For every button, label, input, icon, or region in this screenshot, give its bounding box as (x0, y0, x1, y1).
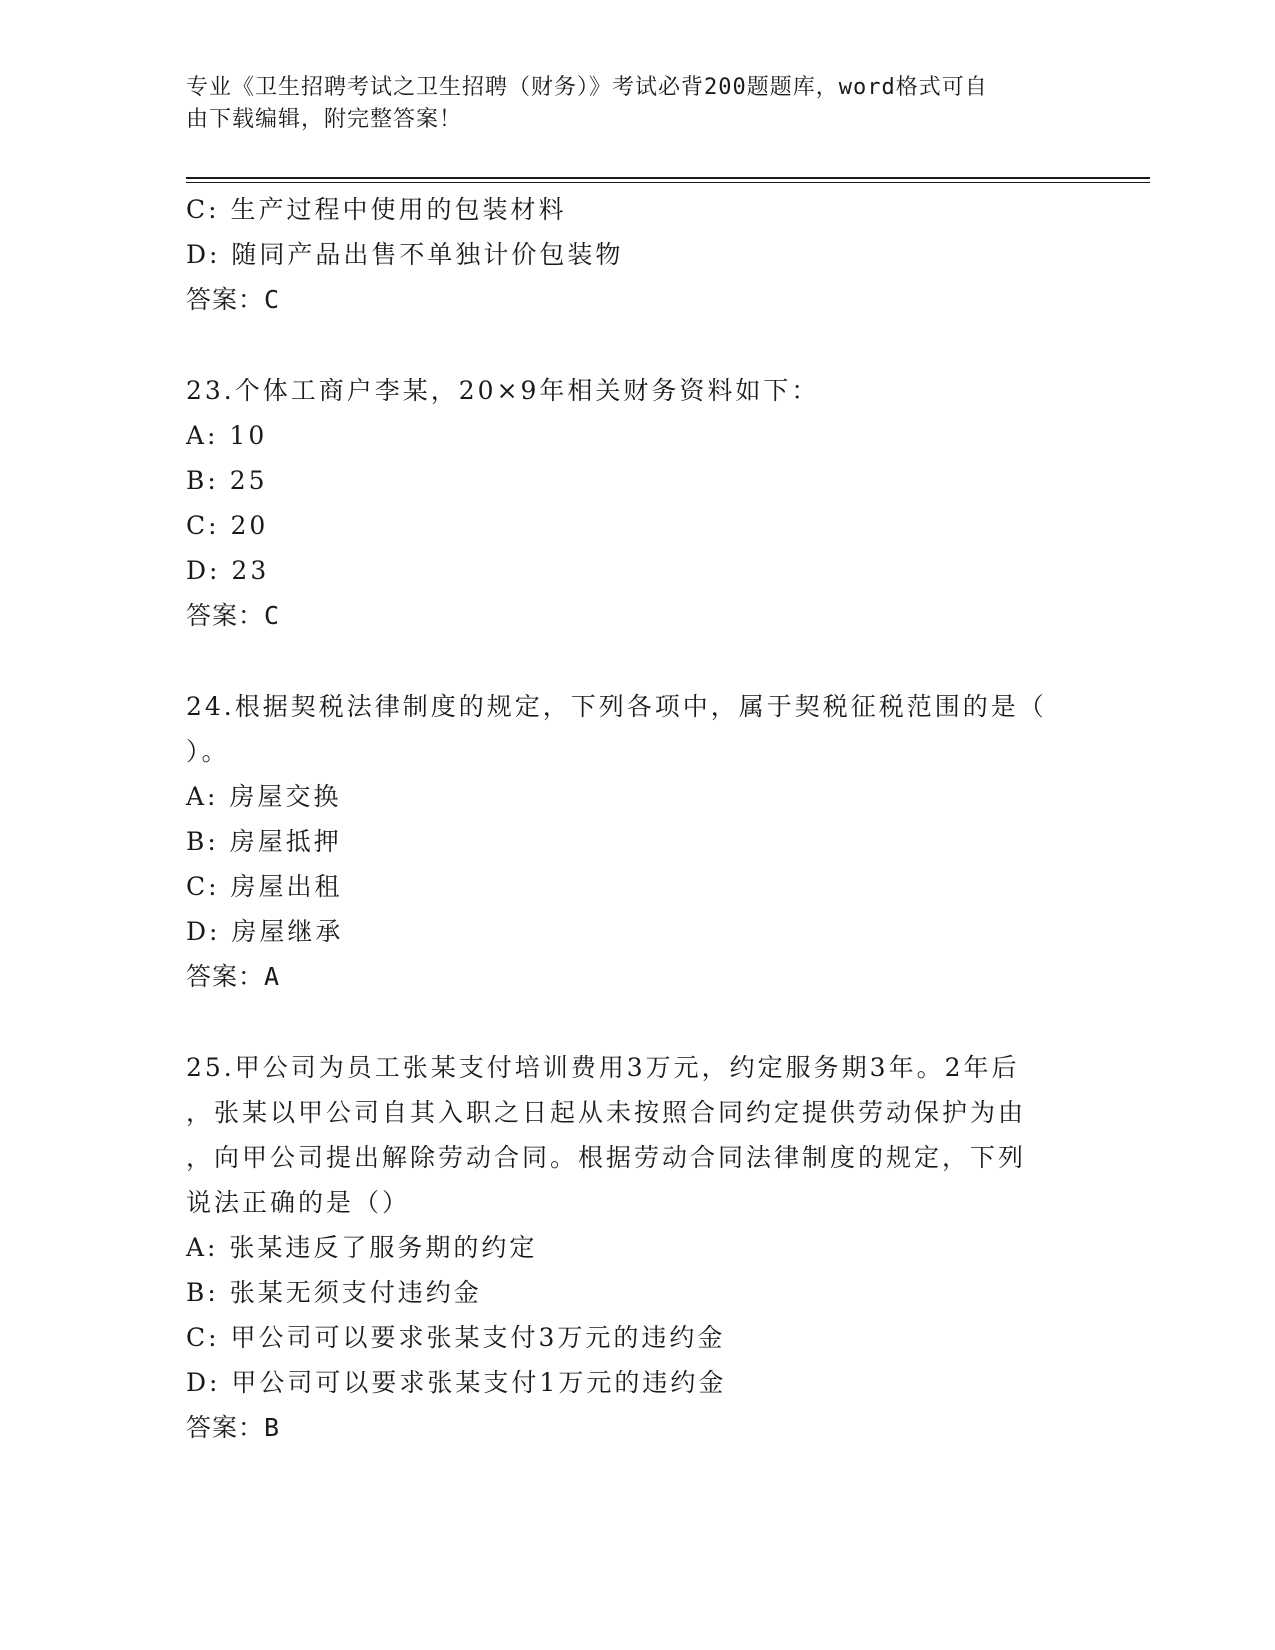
document-header (186, 72, 1066, 136)
q23-stem: 23.个体工商户李某，20×9年相关财务资料如下： (186, 376, 820, 405)
q22-option-d: D: 随同产品出售不单独计价包装物 (186, 240, 624, 269)
q25-stem-line-2: ，张某以甲公司自其入职之日起从未按照合同约定提供劳动保护为由 (186, 1098, 1027, 1127)
q25-answer: 答案：B (186, 1413, 281, 1442)
q25-stem-line-3: ，向甲公司提出解除劳动合同。根据劳动合同法律制度的规定，下列 (186, 1143, 1027, 1172)
q24-answer: 答案：A (186, 962, 281, 991)
header-title-line-2: 由下载编辑，附完整答案！ (186, 107, 463, 132)
question-22-tail (186, 187, 1066, 322)
question-25 (186, 1045, 1066, 1450)
q25-option-b: B: 张某无须支付违约金 (186, 1278, 482, 1307)
q24-option-d: D: 房屋继承 (186, 917, 344, 946)
q24-stem-line-2: ）。 (186, 737, 230, 766)
q22-option-c: C: 生产过程中使用的包装材料 (186, 195, 567, 224)
q25-stem-line-1: 25.甲公司为员工张某支付培训费用3万元，约定服务期3年。2年后 (186, 1053, 1020, 1082)
header-title-line-1: 专业《卫生招聘考试之卫生招聘（财务）》考试必背200题题库，word格式可自 (186, 75, 988, 100)
q23-option-b: B: 25 (186, 466, 268, 495)
q24-option-c: C: 房屋出租 (186, 872, 343, 901)
spacer (186, 638, 1066, 684)
question-23 (186, 368, 1066, 638)
q23-option-d: D: 23 (186, 556, 270, 585)
q23-answer: 答案：C (186, 601, 281, 630)
q25-option-d: D: 甲公司可以要求张某支付1万元的违约金 (186, 1368, 727, 1397)
q25-option-c: C: 甲公司可以要求张某支付3万元的违约金 (186, 1323, 726, 1352)
q22-answer: 答案：C (186, 285, 281, 314)
question-24 (186, 684, 1066, 999)
spacer (186, 322, 1066, 368)
q23-option-a: A: 10 (186, 421, 268, 450)
header-divider-thin (186, 182, 1150, 183)
q25-option-a: A: 张某违反了服务期的约定 (186, 1233, 538, 1262)
q25-stem-line-4: 说法正确的是（） (186, 1188, 411, 1217)
q24-option-b: B: 房屋抵押 (186, 827, 342, 856)
q23-option-c: C: 20 (186, 511, 269, 540)
question-content (186, 187, 1066, 1450)
header-divider-thick (186, 177, 1150, 179)
q24-stem-line-1: 24.根据契税法律制度的规定，下列各项中，属于契税征税范围的是（ (186, 692, 1047, 721)
q24-option-a: A: 房屋交换 (186, 782, 342, 811)
spacer (186, 999, 1066, 1045)
